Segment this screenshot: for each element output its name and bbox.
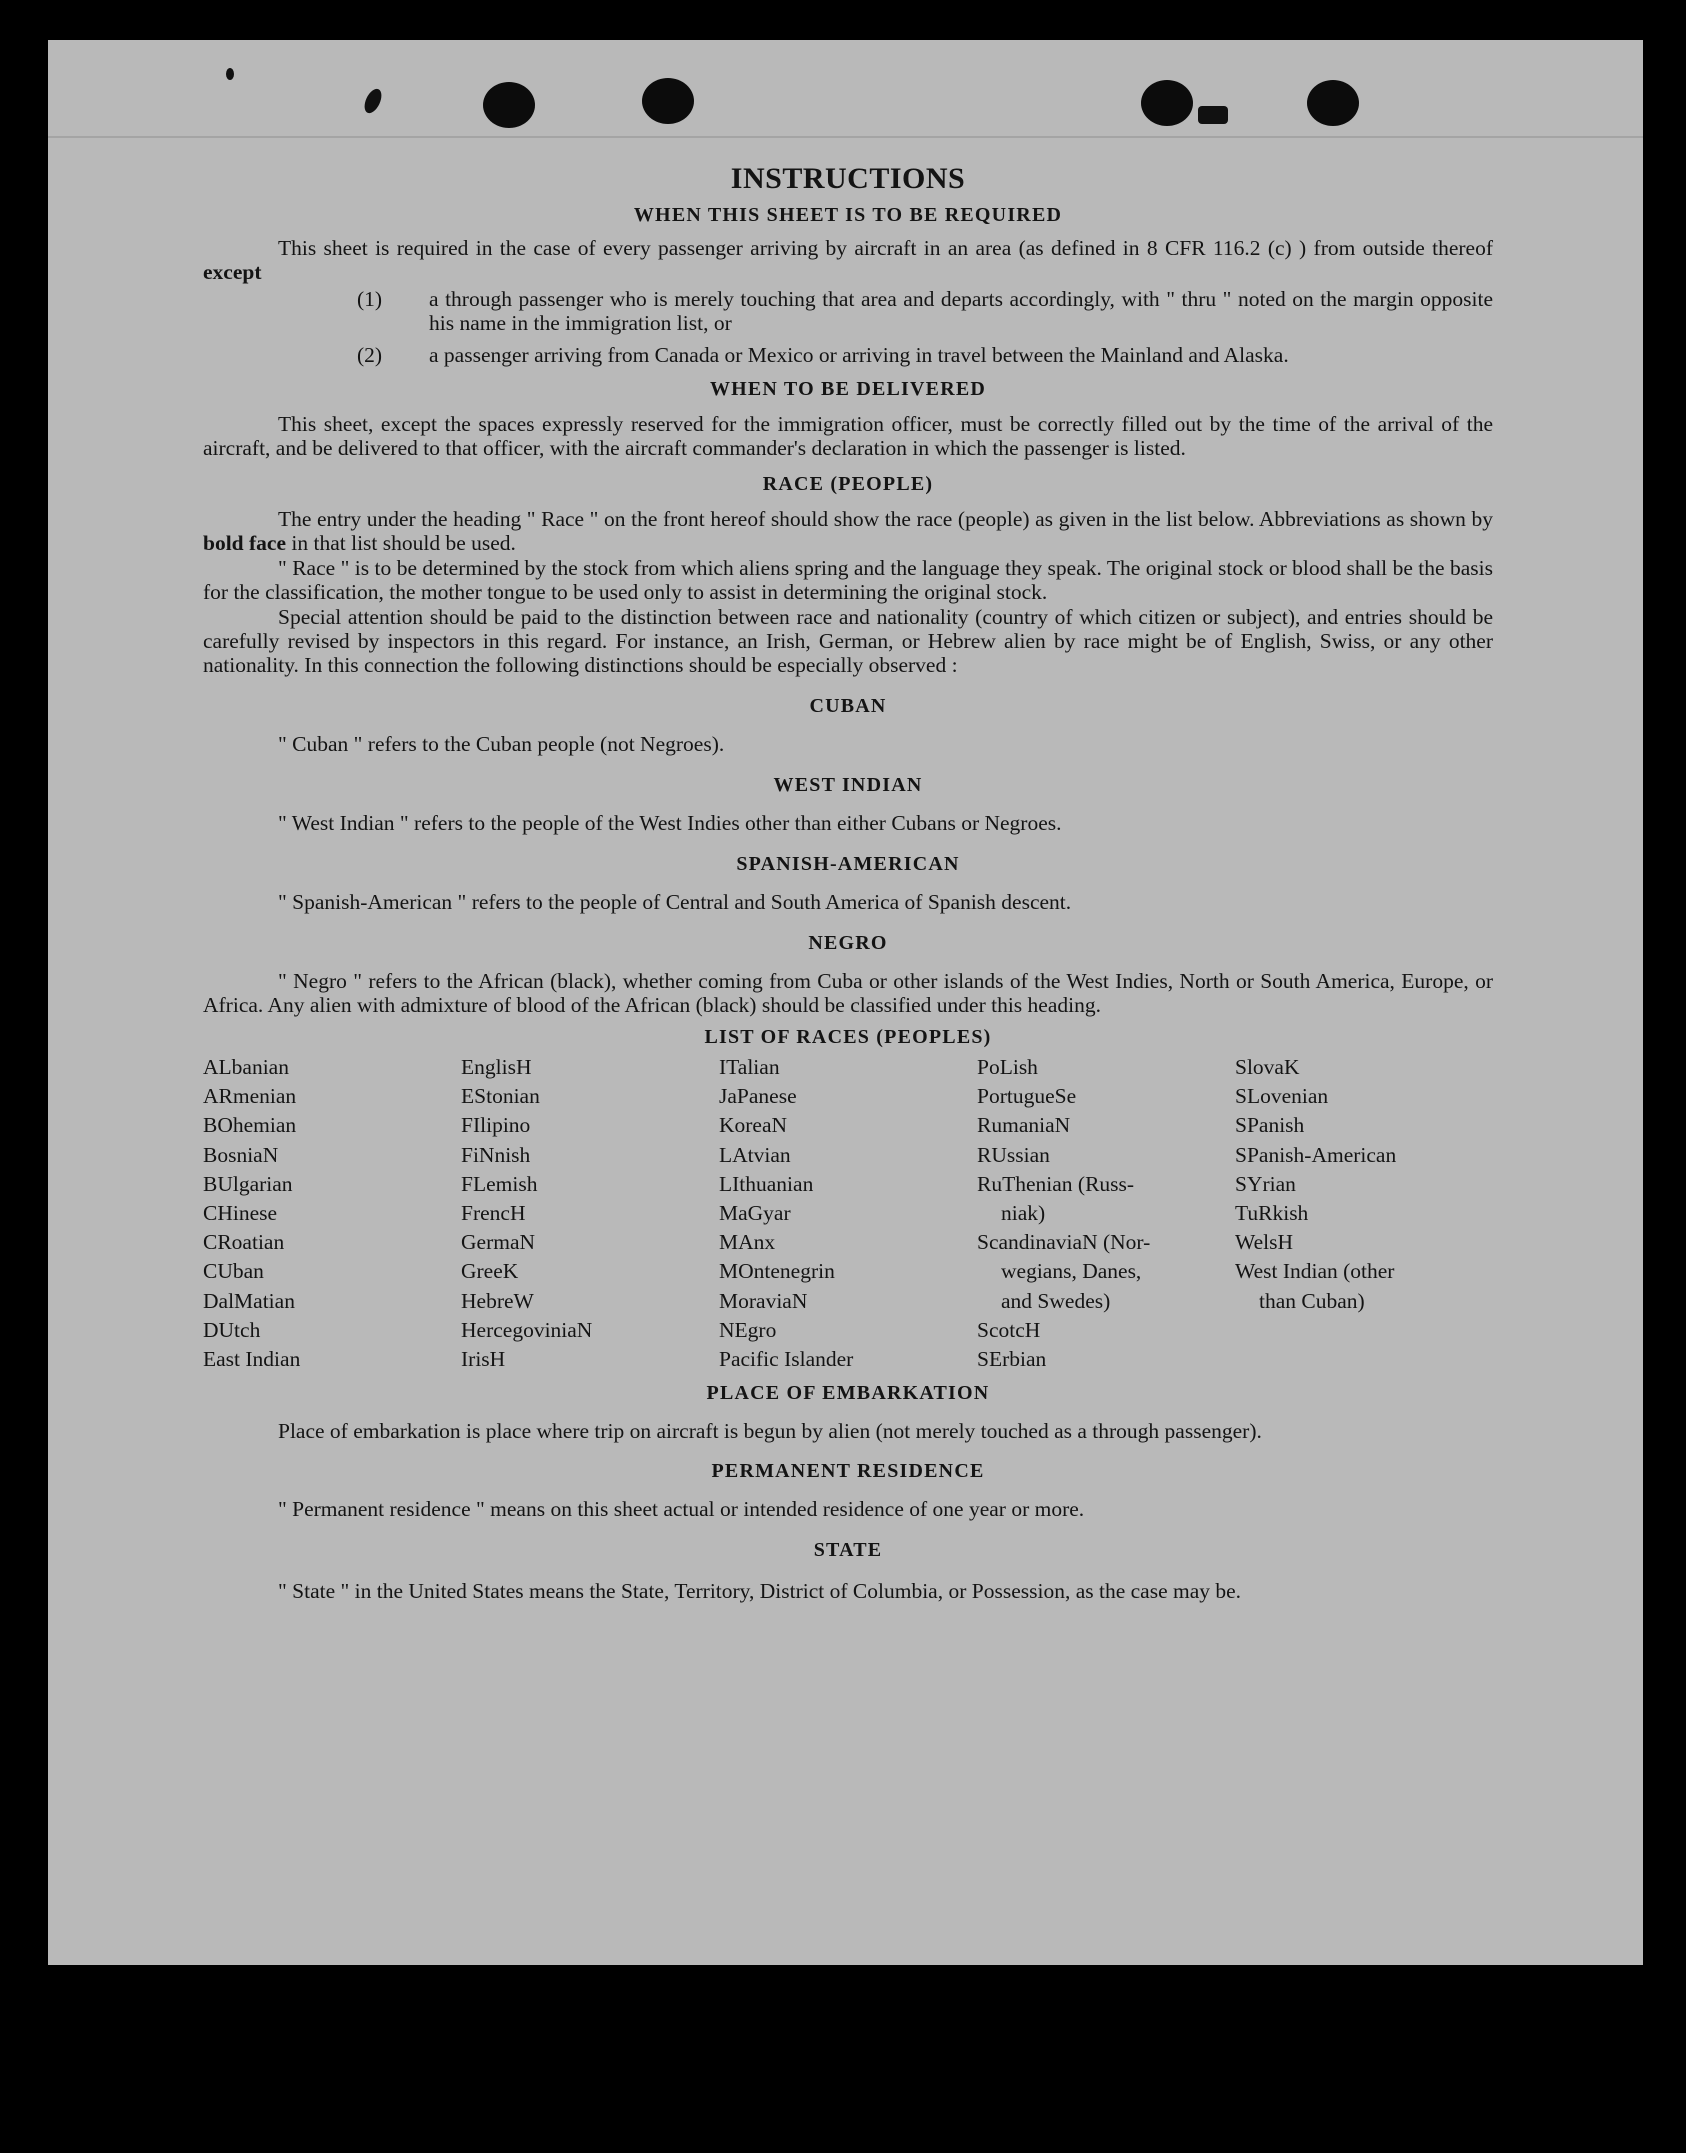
paragraph-embarkation: Place of embarkation is place where trip on aircraft is begun by alien (not merely touched as a through passenger). [278, 1419, 1262, 1444]
ink-speck [361, 86, 385, 115]
heading-permanent-residence: PERMANENT RESIDENCE [711, 1460, 985, 1483]
paragraph-race-1: The entry under the heading " Race " on the front hereof should show the race (people) as given in the list below. Abbreviations as shown by bold face in that list should be used. [203, 507, 1493, 555]
paragraph-spanish-american: " Spanish-American " refers to the people of Central and South America of Spanish descent. [278, 890, 1072, 914]
punch-hole [483, 82, 535, 128]
heading-negro: NEGRO [808, 932, 888, 954]
paragraph-delivered: This sheet, except the spaces expressly reserved for the immigration officer, must be correctly filled out by the time of the arrival of the aircraft, and be delivered to that officer, with the aircraft commander's declaration in which the passenger is listed. [203, 412, 1493, 460]
heading-when-delivered: WHEN TO BE DELIVERED [709, 378, 987, 400]
heading-race: RACE (PEOPLE) [762, 473, 934, 495]
paragraph-negro: " Negro " refers to the African (black), whether coming from Cuba or other islands of the West Indies, North or South America, Europe, or Africa. Any alien with admixture of blood of the African (black) should be classified under this heading. [203, 969, 1493, 1017]
paragraph-residence: " Permanent residence " means on this sheet actual or intended residence of one year or more. [278, 1497, 1085, 1522]
punch-hole [1307, 80, 1359, 126]
paragraph-cuban: " Cuban " refers to the Cuban people (not Negroes). [278, 732, 725, 756]
race-column-4: PoLish PortugueSe RumaniaN RUssian RuThenian (Russ- niak) ScandinaviaN (Nor- wegians, Danes, and Swedes) ScotcH SErbian [977, 1055, 1151, 1372]
race-column-2: EnglisH EStonian FIlipino FiNnish FLemish FrencH GermaN GreeK HebreW HercegoviniaN IrisH [461, 1055, 593, 1372]
race-list [203, 1053, 1493, 1374]
page-title: INSTRUCTIONS [730, 162, 966, 195]
punch-hole [642, 78, 694, 124]
paragraph-race-3: Special attention should be paid to the distinction between race and nationality (country of which citizen or subject), and entries should be carefully revised by inspectors in this regard. For instance, an Irish, German, or Hebrew alien by race might be of English, Swiss, or any other nationality. In this connection the following distinctions should be especially observed : [203, 605, 1493, 677]
race-column-3: ITalian JaPanese KoreaN LAtvian LIthuanian MaGyar MAnx MOntenegrin MoraviaN NEgro Pacific Islander [719, 1055, 854, 1372]
heading-cuban: CUBAN [809, 695, 887, 717]
ink-speck [1198, 106, 1228, 124]
punch-hole [1141, 80, 1193, 126]
ink-speck [226, 68, 234, 80]
paragraph-race-2: " Race " is to be determined by the stock from which aliens spring and the language they speak. The original stock or blood shall be the basis for the classification, the mother tongue to be used only to assist in determining the original stock. [203, 556, 1493, 604]
paragraph-required: This sheet is required in the case of every passenger arriving by aircraft in an area (as defined in 8 CFR 116.2 (c) ) from outside thereof except [203, 236, 1493, 284]
heading-place-of-embarkation: PLACE OF EMBARKATION [706, 1382, 990, 1405]
exception-item-1: (1) a through passenger who is merely touching that area and departs accordingly, with " thru " noted on the margin opposite his name in the immigration list, or [357, 287, 1493, 335]
exception-item-2: (2) a passenger arriving from Canada or Mexico or arriving in travel between the Mainland and Alaska. [357, 343, 1289, 367]
race-column-1: ALbanian ARmenian BOhemian BosniaN BUlgarian CHinese CRoatian CUban DalMatian DUtch East Indian [203, 1055, 301, 1372]
heading-spanish-american: SPANISH-AMERICAN [736, 853, 960, 875]
fold-line [48, 136, 1643, 138]
paragraph-west-indian: " West Indian " refers to the people of the West Indies other than either Cubans or Negroes. [278, 811, 1062, 835]
heading-when-required: WHEN THIS SHEET IS TO BE REQUIRED [633, 204, 1063, 226]
paragraph-state: " State " in the United States means the State, Territory, District of Columbia, or Possession, as the case may be. [278, 1579, 1242, 1604]
heading-state: STATE [813, 1539, 883, 1562]
document-page [48, 40, 1643, 1965]
heading-list-of-races: LIST OF RACES (PEOPLES) [704, 1026, 992, 1048]
race-column-5: SlovaK SLovenian SPanish SPanish-American SYrian TuRkish WelsH West Indian (other than Cuban) [1235, 1055, 1397, 1313]
heading-west-indian: WEST INDIAN [773, 774, 923, 796]
